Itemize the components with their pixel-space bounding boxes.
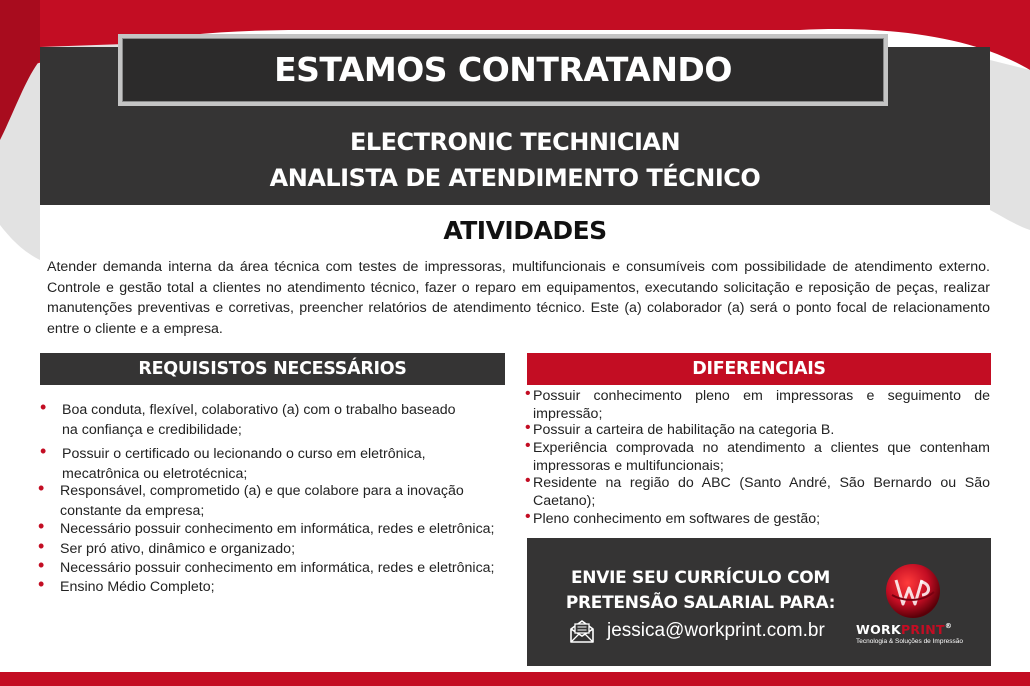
bullet-icon: •: [38, 574, 45, 594]
differential-item: • Residente na região do ABC (Santo André, São Bernardo ou São Caetano);: [525, 472, 990, 509]
differential-item: • Pleno conhecimento em softwares de gestão;: [525, 508, 821, 527]
logo-tagline: Tecnologia & Soluções de Impressão: [856, 638, 963, 645]
bullet-icon: •: [525, 437, 531, 454]
bullet-icon: •: [38, 516, 45, 536]
cta-line-1: ENVIE SEU CURRÍCULO COM: [570, 568, 831, 588]
bullet-icon: •: [38, 478, 45, 498]
differential-item: • Possuir a carteira de habilitação na categoria B.: [525, 419, 835, 438]
bullet-icon: •: [40, 397, 47, 417]
envelope-icon: [569, 618, 595, 644]
bottom-red-bar: [0, 672, 1030, 686]
bullet-icon: •: [38, 555, 45, 575]
cta-line-2: PRETENSÃO SALARIAL PARA:: [565, 593, 836, 613]
requirement-item: • Necessário possuir conhecimento em informática, redes e eletrônica;: [38, 555, 495, 576]
activities-heading: ATIVIDADES: [443, 216, 607, 245]
requirement-item: • Ensino Médio Completo;: [38, 574, 215, 595]
bullet-icon: •: [525, 472, 531, 489]
activities-description: Atender demanda interna da área técnica com testes de impressoras, multifuncionais e consumíveis com possibilidade de atendimento externo. Controle e gestão total a clientes no atendimento técnico, fazer o reparo em equipamentos, executando solicitação e reposição de peças, realizar manutenções preventivas e corretivas, preencher relatórios de atendimento técnico. Este (a) colaborador (a) será o ponto focal de relacionamento entre o cliente e a empresa.: [47, 259, 990, 337]
requirement-item: • Possuir o certificado ou lecionando o curso em eletrônica, mecatrônica ou eletrotécnica;: [40, 441, 426, 482]
job-title-portuguese: ANALISTA DE ATENDIMENTO TÉCNICO: [269, 164, 761, 192]
bullet-icon: •: [38, 536, 45, 556]
contact-email[interactable]: jessica@workprint.com.br: [607, 620, 825, 641]
differential-item: • Experiência comprovada no atendimento a clientes que contenham impressoras e multifuncionais;: [525, 437, 990, 474]
bullet-icon: •: [525, 508, 531, 525]
requirement-item: • Boa conduta, flexível, colaborativo (a) com o trabalho baseado na confiança e credibilidade;: [40, 397, 456, 438]
differential-item: • Possuir conhecimento pleno em impressoras e seguimento de impressão;: [525, 385, 990, 422]
hiring-title: ESTAMOS CONTRATANDO: [274, 50, 732, 89]
requirements-heading: REQUISISTOS NECESSÁRIOS: [40, 353, 505, 385]
workprint-logo-icon: [884, 562, 942, 620]
bullet-icon: •: [525, 419, 531, 436]
requirement-item: • Responsável, comprometido (a) e que colabore para a inovação constante da empresa;: [38, 478, 464, 519]
logo-wordmark: WORKPRINT®: [856, 622, 953, 637]
differentials-heading: DIFERENCIAIS: [527, 353, 991, 385]
bullet-icon: •: [40, 441, 47, 461]
bullet-icon: •: [525, 385, 531, 402]
job-title-english: ELECTRONIC TECHNICIAN: [349, 128, 681, 156]
requirement-item: • Necessário possuir conhecimento em informática, redes e eletrônica;: [38, 516, 495, 537]
requirement-item: • Ser pró ativo, dinâmico e organizado;: [38, 536, 296, 557]
